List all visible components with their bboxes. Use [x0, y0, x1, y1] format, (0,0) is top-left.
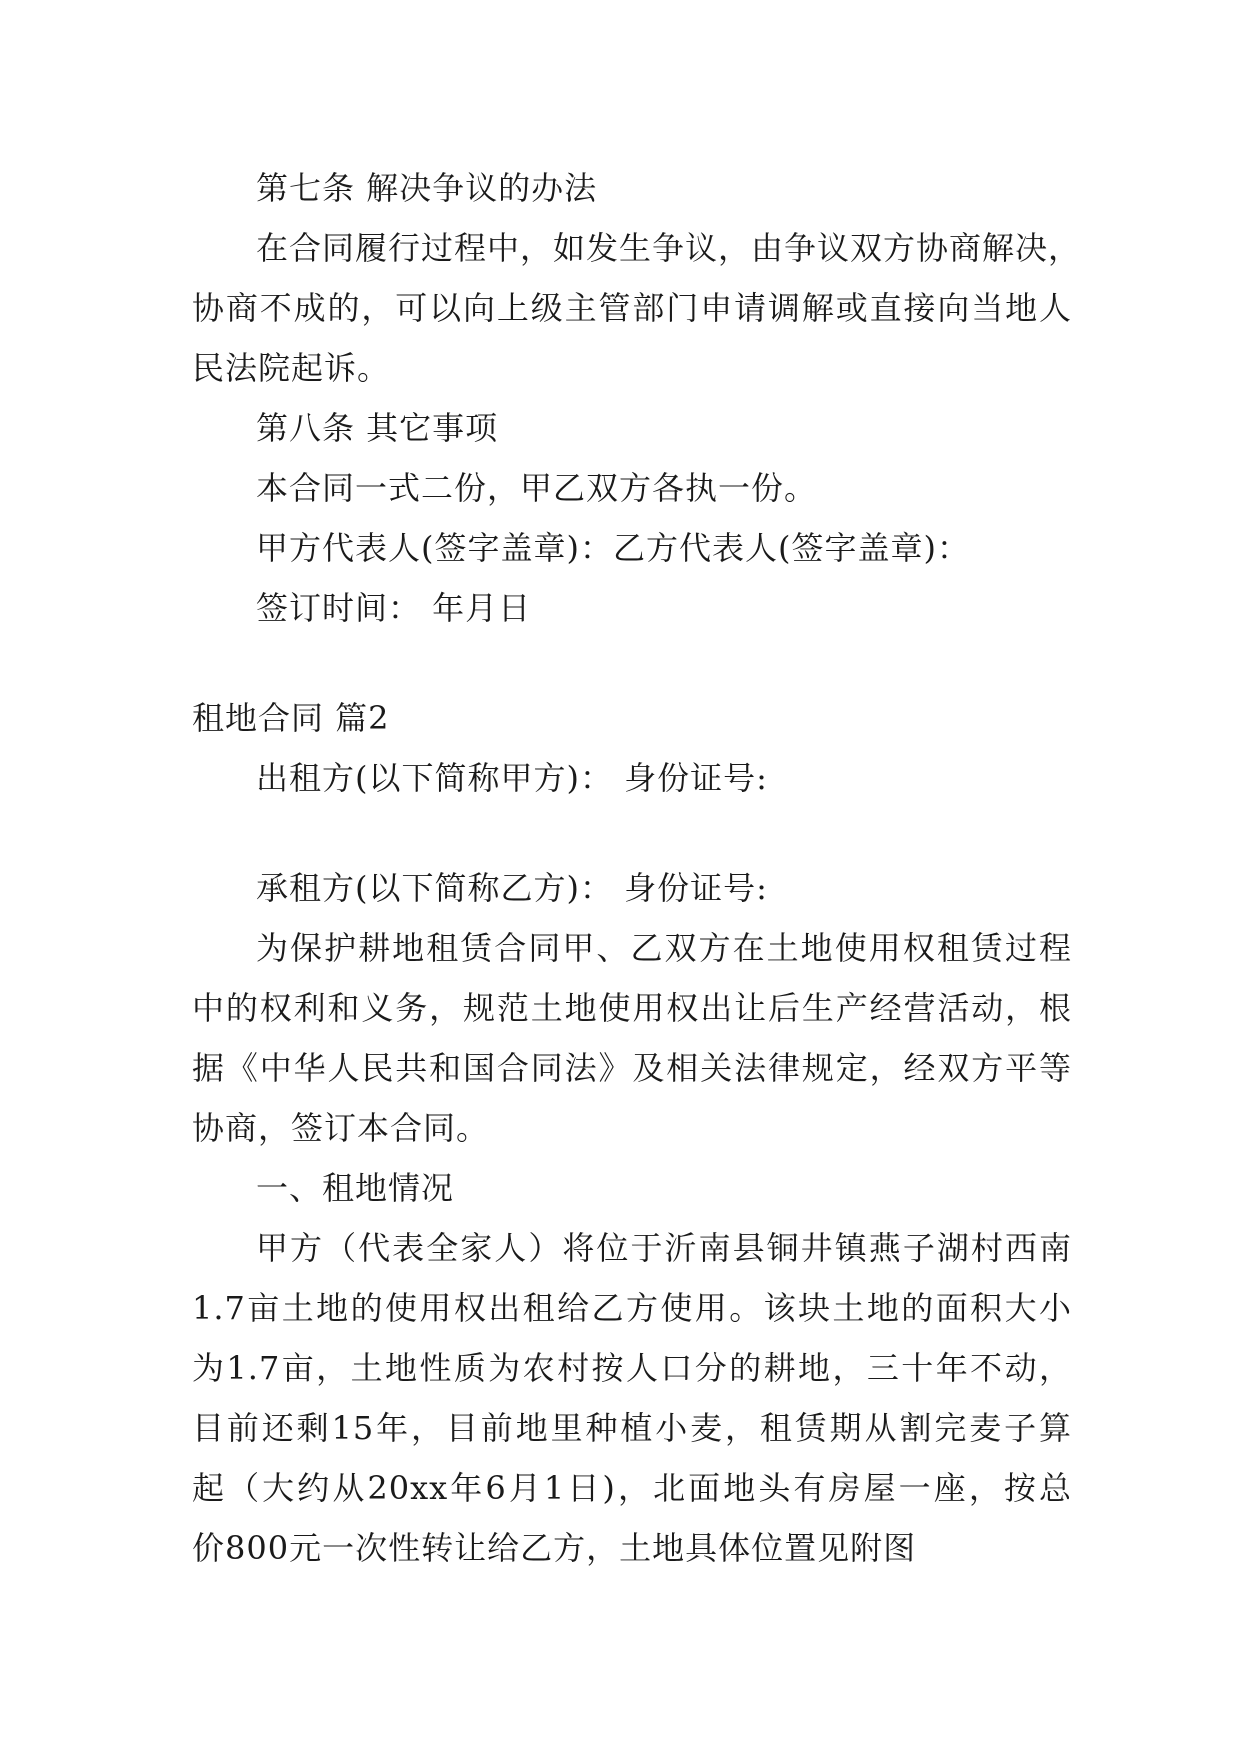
paragraph-line: 在合同履行过程中，如发生争议，由争议双方协商解决，: [256, 229, 1082, 267]
paragraph-line: 起（大约从20xx年6月1日)，北面地头有房屋一座，按总: [192, 1469, 1072, 1507]
paragraph-line: 目前还剩15年，目前地里种植小麦，租赁期从割完麦子算: [192, 1409, 1072, 1447]
paragraph-line: 协商，签订本合同。: [192, 1109, 490, 1147]
paragraph-line: 价800元一次性转让给乙方，土地具体位置见附图: [192, 1529, 917, 1567]
paragraph-line: 协商不成的，可以向上级主管部门申请调解或直接向当地人: [192, 289, 1072, 327]
paragraph-line: 本合同一式二份，甲乙双方各执一份。: [256, 469, 818, 507]
subsection-heading: 一、租地情况: [256, 1169, 455, 1207]
paragraph-line: 甲方（代表全家人）将位于沂南县铜井镇燕子湖村西南: [256, 1229, 1072, 1267]
paragraph-line: 据《中华人民共和国合同法》及相关法律规定，经双方平等: [192, 1049, 1072, 1087]
lessee-line: 承租方(以下简称乙方)： 身份证号:: [256, 869, 768, 907]
lessor-line: 出租方(以下简称甲方)： 身份证号:: [256, 759, 768, 797]
paragraph-line: 中的权利和义务，规范土地使用权出让后生产经营活动，根: [192, 989, 1072, 1027]
paragraph-line: 为保护耕地租赁合同甲、乙双方在土地使用权租赁过程: [256, 929, 1072, 967]
article-7-heading: 第七条 解决争议的办法: [256, 169, 598, 207]
signing-date-line: 签订时间： 年月日: [256, 589, 532, 627]
paragraph-line: 民法院起诉。: [192, 349, 391, 387]
signature-line: 甲方代表人(签字盖章)：乙方代表人(签字盖章)：: [256, 529, 970, 567]
section-title: 租地合同 篇2: [192, 699, 390, 737]
paragraph-line: 为1.7亩，土地性质为农村按人口分的耕地，三十年不动，: [192, 1349, 1072, 1387]
article-8-heading: 第八条 其它事项: [256, 409, 499, 447]
paragraph-line: 1.7亩土地的使用权出租给乙方使用。该块土地的面积大小: [192, 1289, 1072, 1327]
